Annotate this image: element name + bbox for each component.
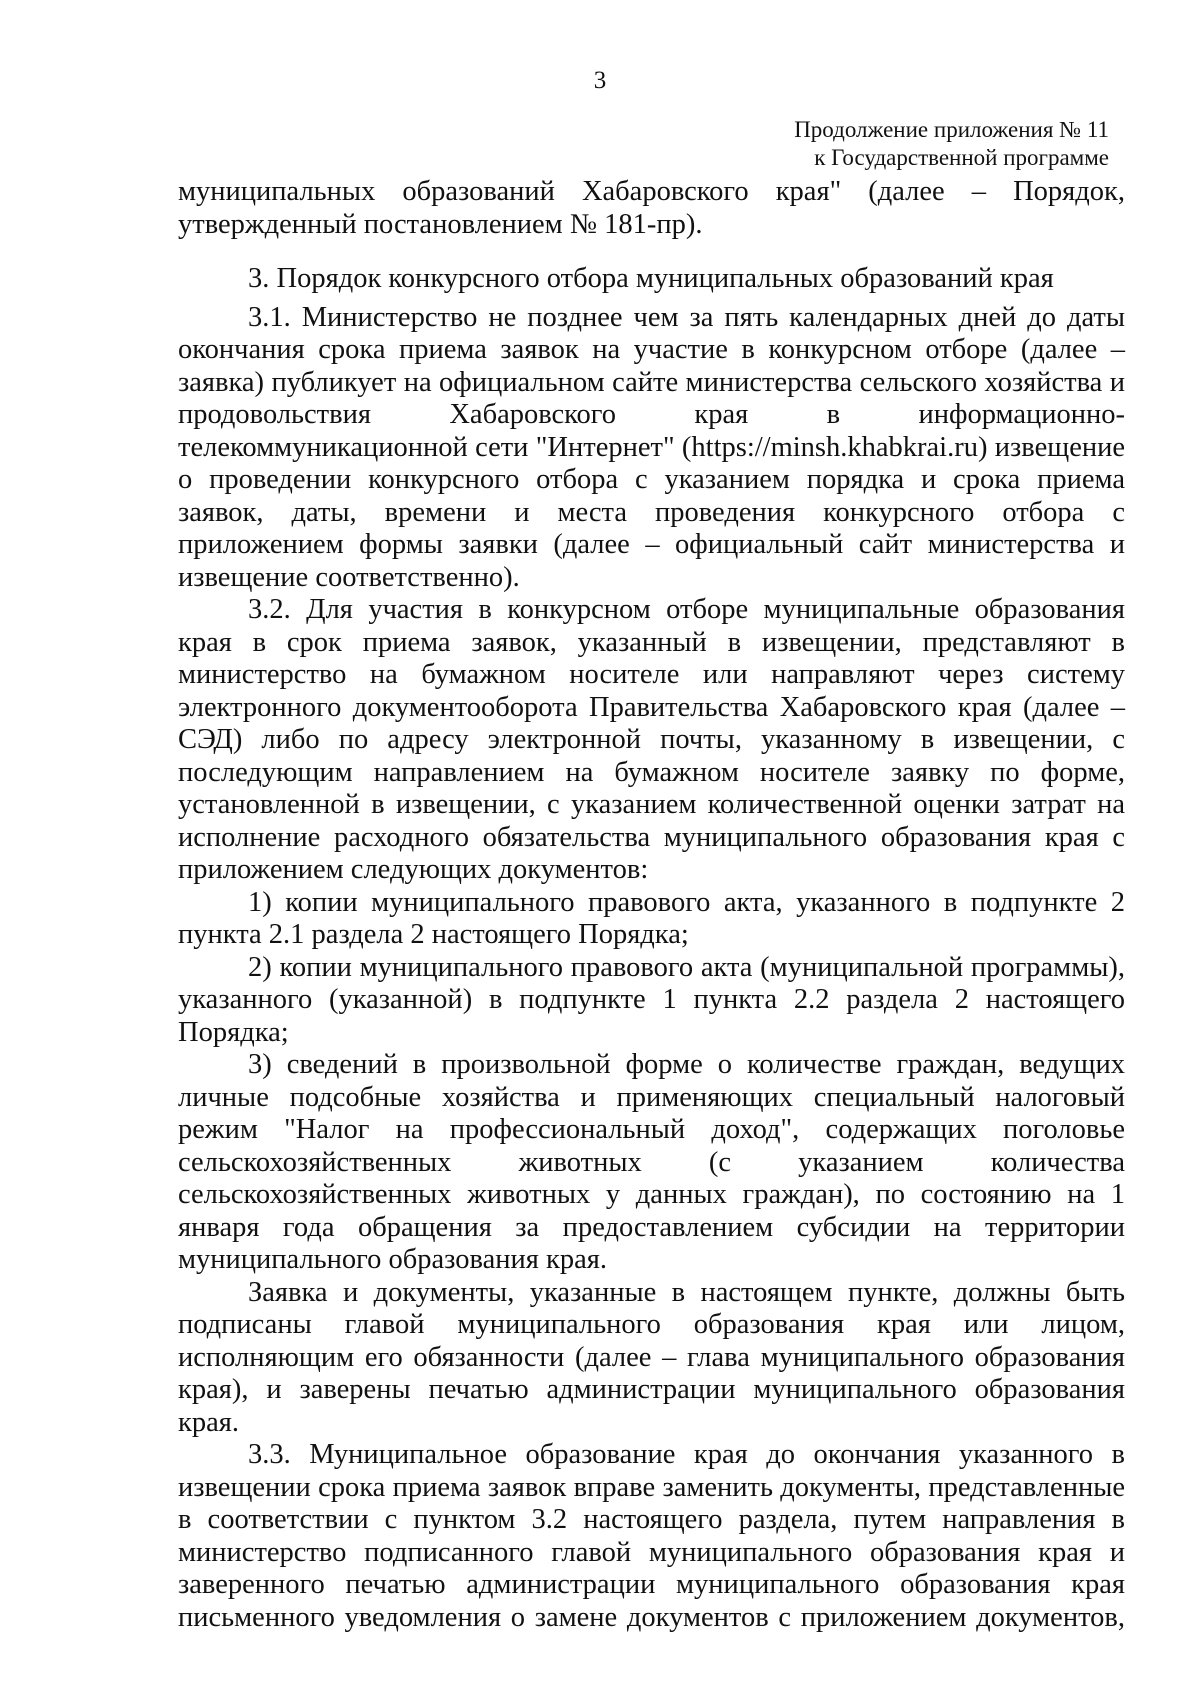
list-item-3: 3) сведений в произвольной форме о количестве граждан, ведущих личные подсобные хозяйства и применяющих специальный налоговый режим "Налог на профессиональный доход", содержащих поголовье сельскохозяйственных животных (с указанием количества сельскохозяйственных животных у данных граждан), по состоянию на 1 января года обращения за предоставлением субсидии на территории муниципального образования края. (178, 1049, 1125, 1275)
continuation-header (794, 116, 1109, 172)
continuation-line-1: Продолжение приложения № 11 (794, 117, 1109, 142)
paragraph-3-3: 3.3. Муниципальное образование края до окончания указанного в извещении срока приема заявок вправе заменить документы, представленные в соответствии с пунктом 3.2 настоящего раздела, путем направления в министерство подписанного главой муниципального образования края и заверенного печатью администрации муниципального образования края письменного уведомления о замене документов с приложением документов, (178, 1439, 1125, 1633)
paragraph-signature-note: Заявка и документы, указанные в настоящем пункте, должны быть подписаны главой муниципального образования края или лицом, исполняющим его обязанности (далее – глава муниципального образования края), и заверены печатью администрации муниципального образования края. (178, 1276, 1125, 1438)
section-heading: 3. Порядок конкурсного отбора муниципальных образований края (248, 263, 1054, 294)
paragraph-3-1: 3.1. Министерство не позднее чем за пять календарных дней до даты окончания срока приема заявок на участие в конкурсном отборе (далее – заявка) публикует на официальном сайте министерства сельского хозяйства и продовольствия Хабаровского края в информационно-телекоммуникационной сети "Интернет" (https://minsh.khabkrai.ru) извещение о проведении конкурсного отбора с указанием порядка и срока приема заявок, даты, времени и места проведения конкурсного отбора с приложением формы заявки (далее – официальный сайт министерства и извещение соответственно). (178, 301, 1125, 593)
paragraph-3-2: 3.2. Для участия в конкурсном отборе муниципальные образования края в срок приема заявок, указанный в извещении, представляют в министерство на бумажном носителе или направляют через систему электронного документооборота Правительства Хабаровского края (далее – СЭД) либо по адресу электронной почты, указанному в извещении, с последующим направлением на бумажном носителе заявку по форме, установленной в извещении, с указанием количественной оценки затрат на исполнение расходного обязательства муниципального образования края с приложением следующих документов: (178, 594, 1125, 885)
list-item-2: 2) копии муниципального правового акта (муниципальной программы), указанного (указанной) в подпункте 1 пункта 2.2 раздела 2 настоящего Порядка; (178, 951, 1125, 1048)
document-body (178, 176, 1125, 1634)
page-number: 3 (593, 67, 607, 94)
continuation-line-2: к Государственной программе (814, 145, 1109, 170)
list-item-1: 1) копии муниципального правового акта, указанного в подпункте 2 пункта 2.1 раздела 2 настоящего Порядка; (178, 886, 1125, 950)
paragraph-continuation: муниципальных образований Хабаровского края" (далее – Порядок, утвержденный постановлением № 181-пр). (178, 176, 1125, 240)
